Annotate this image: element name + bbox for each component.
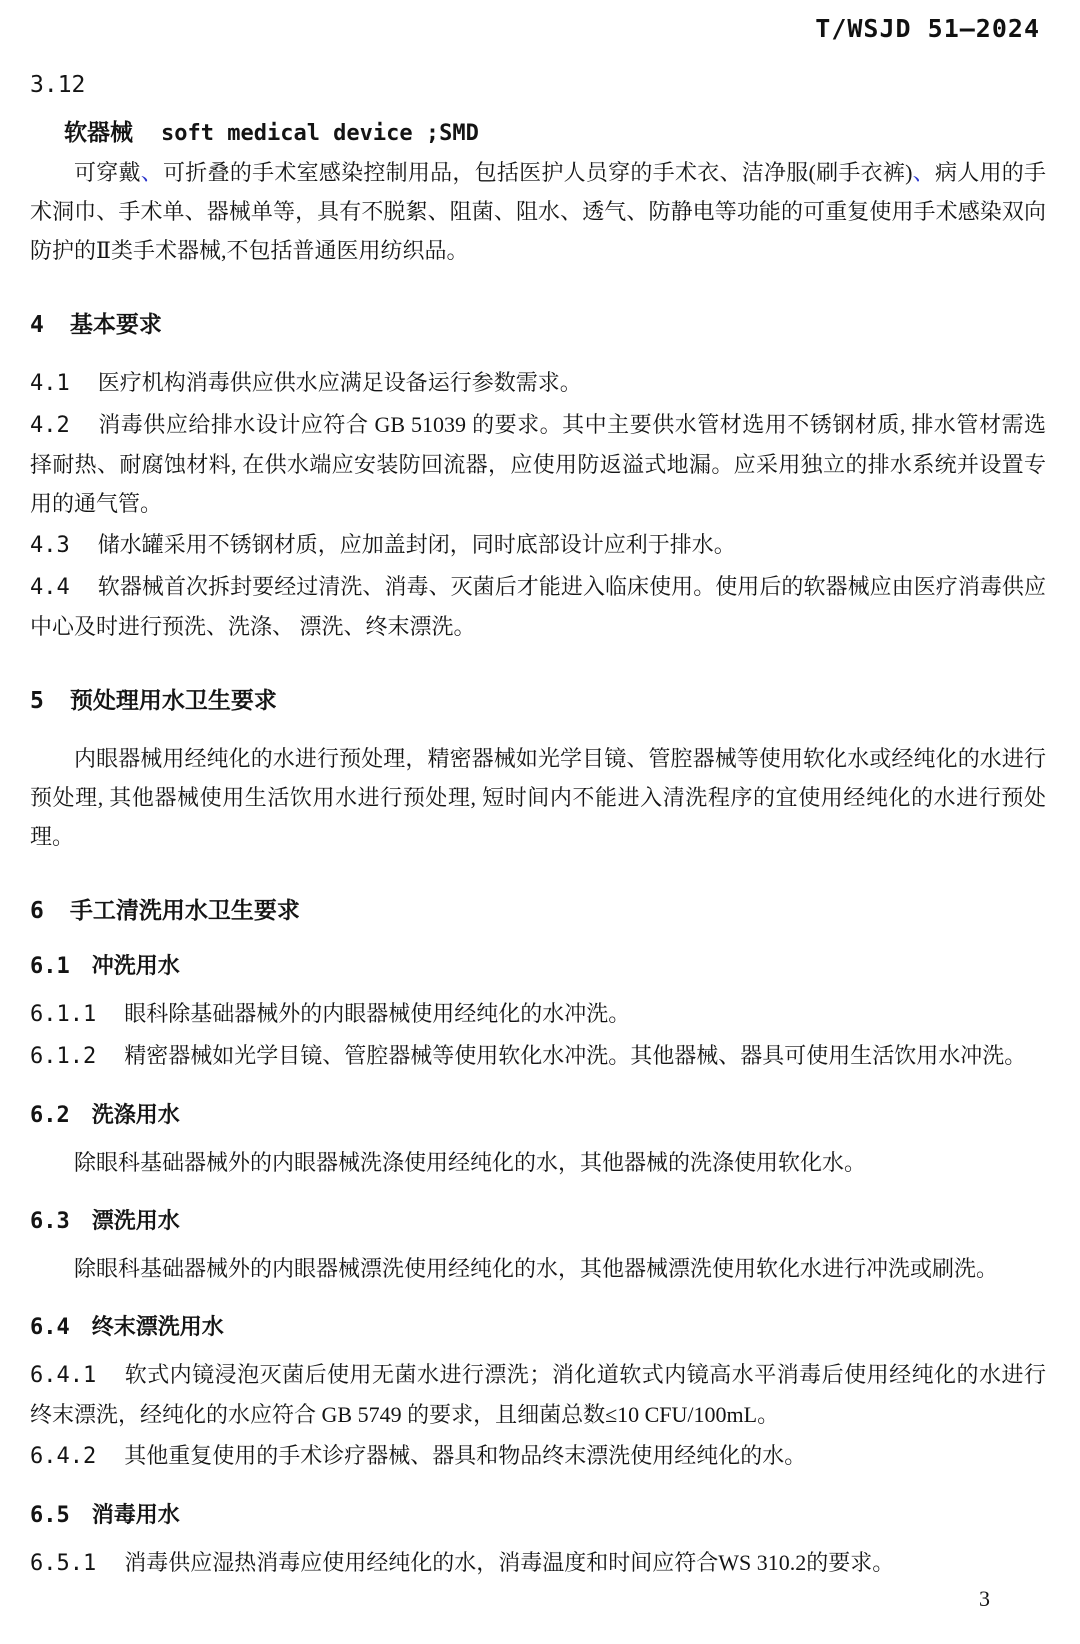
subsection-6-2-number: 6.2: [30, 1103, 70, 1128]
clause-6-5-1-number: 6.5.1: [30, 1551, 97, 1576]
clause-6-4-2-number: 6.4.2: [30, 1444, 97, 1469]
clause-4-3: [30, 525, 1046, 565]
clause-6-4-1-text: 软式内镜浸泡灭菌后使用无菌水进行漂洗；消化道软式内镜高水平消毒后使用经纯化的水进行终末漂洗，经纯化的水应符合 GB 5749 的要求，且细菌总数≤10 CFU/100mL。: [30, 1362, 1046, 1427]
document-header: [30, 14, 1046, 50]
subsection-6-2-title: 洗涤用水: [91, 1102, 180, 1127]
term-en: soft medical device ;SMD: [161, 121, 479, 146]
clause-6-4-2-text: 其他重复使用的手术诊疗器械、器具和物品终末漂洗使用经纯化的水。: [124, 1443, 807, 1468]
subsection-6-1-title: 冲洗用水: [91, 953, 180, 978]
subsection-6-2-paragraph: 除眼科基础器械外的内眼器械洗涤使用经纯化的水，其他器械的洗涤使用软化水。: [74, 1150, 867, 1175]
clause-4-3-text: 储水罐采用不锈钢材质，应加盖封闭，同时底部设计应利于排水。: [97, 532, 736, 557]
clause-6-5-1-text: 消毒供应湿热消毒应使用经纯化的水，消毒温度和时间应符合WS 310.2的要求。: [124, 1550, 895, 1575]
clause-4-4: [30, 567, 1046, 646]
definition-segment: 病人用的手术洞巾、手术单、器械单等，具有不脱絮、阻菌、阻水、透气、防静电等功能的可重复使用手术感染双向防护的Ⅱ类手术器械,不包括普通医用纺织品。: [30, 160, 1046, 263]
subsection-6-5-number: 6.5: [30, 1503, 70, 1528]
subsection-6-1-heading: [30, 949, 1046, 980]
clause-6-1-1-text: 眼科除基础器械外的内眼器械使用经纯化的水冲洗。: [124, 1001, 631, 1026]
definition-segment: 可穿戴: [74, 160, 141, 185]
clause-4-4-text: 软器械首次拆封要经过清洗、消毒、灭菌后才能进入临床使用。使用后的软器械应由医疗消毒供应中心及时进行预洗、洗涤、 漂洗、终末漂洗。: [30, 574, 1046, 639]
clause-6-1-1-number: 6.1.1: [30, 1002, 97, 1027]
term-line: [30, 114, 1046, 147]
subsection-6-4-title: 终末漂洗用水: [91, 1314, 224, 1339]
clause-number-3-12: 3.12: [30, 72, 86, 98]
clause-4-2-text: 消毒供应给排水设计应符合 GB 51039 的要求。其中主要供水管材选用不锈钢材质, 排水管材需选择耐热、耐腐蚀材料, 在供水端应安装防回流器，应使用防返溢式地漏。应采用独立的排水系统并设置专用的通气管。: [30, 412, 1046, 516]
subsection-6-4-heading: [30, 1310, 1046, 1341]
clause-6-4-2: [30, 1436, 1046, 1476]
term-cn: 软器械: [64, 119, 133, 145]
clause-6-4-1: [30, 1355, 1046, 1434]
term-definition: [30, 153, 1046, 270]
subsection-6-5-title: 消毒用水: [91, 1502, 180, 1527]
clause-4-4-number: 4.4: [30, 575, 70, 600]
clause-6-4-1-number: 6.4.1: [30, 1363, 97, 1388]
section-5-heading: [30, 682, 1046, 715]
subsection-6-5-heading: [30, 1498, 1046, 1529]
subsection-6-4-number: 6.4: [30, 1315, 70, 1340]
clause-4-1-number: 4.1: [30, 371, 70, 396]
clause-4-2: [30, 405, 1046, 523]
doc-code: T/WSJD 51—2024: [815, 14, 1040, 43]
clause-6-1-2-text: 精密器械如光学目镜、管腔器械等使用软化水冲洗。其他器械、器具可使用生活饮用水冲洗。: [124, 1043, 1027, 1068]
section-4-heading: [30, 306, 1046, 339]
clause-4-1: [30, 363, 1046, 403]
clause-6-1-2: [30, 1036, 1046, 1076]
clause-6-5-1: [30, 1543, 1046, 1583]
page-number: 3: [979, 1586, 990, 1611]
section-4-title: 基本要求: [69, 311, 162, 337]
subsection-6-3-heading: [30, 1204, 1046, 1235]
subsection-6-3-paragraph: 除眼科基础器械外的内眼器械漂洗使用经纯化的水，其他器械漂洗使用软化水进行冲洗或刷洗。: [74, 1256, 999, 1281]
clause-6-1-2-number: 6.1.2: [30, 1044, 97, 1069]
definition-segment: 、: [140, 160, 164, 185]
clause-4-3-number: 4.3: [30, 533, 70, 558]
section-6-heading: [30, 892, 1046, 925]
clause-4-1-text: 医疗机构消毒供应供水应满足设备运行参数需求。: [97, 370, 582, 395]
clause-4-2-number: 4.2: [30, 413, 70, 438]
section-5-title: 预处理用水卫生要求: [69, 687, 277, 713]
subsection-6-2-heading: [30, 1098, 1046, 1129]
subsection-6-1-number: 6.1: [30, 954, 70, 979]
clause-6-1-1: [30, 994, 1046, 1034]
subsection-6-3-number: 6.3: [30, 1209, 70, 1234]
definition-segment: 可折叠的手术室感染控制用品，包括医护人员穿的手术衣、洁净服(刷手衣裤): [163, 160, 913, 185]
section-4-number: 4: [30, 312, 44, 338]
section-5-paragraph: 内眼器械用经纯化的水进行预处理，精密器械如光学目镜、管腔器械等使用软化水或经纯化的水进行预处理, 其他器械使用生活饮用水进行预处理, 短时间内不能进入清洗程序的宜使用经纯化的水进行预处理。: [30, 746, 1046, 849]
definition-segment: 、: [912, 160, 935, 185]
subsection-6-3-title: 漂洗用水: [91, 1208, 180, 1233]
section-5-number: 5: [30, 688, 44, 714]
section-6-title: 手工清洗用水卫生要求: [69, 897, 300, 923]
section-6-number: 6: [30, 898, 44, 924]
